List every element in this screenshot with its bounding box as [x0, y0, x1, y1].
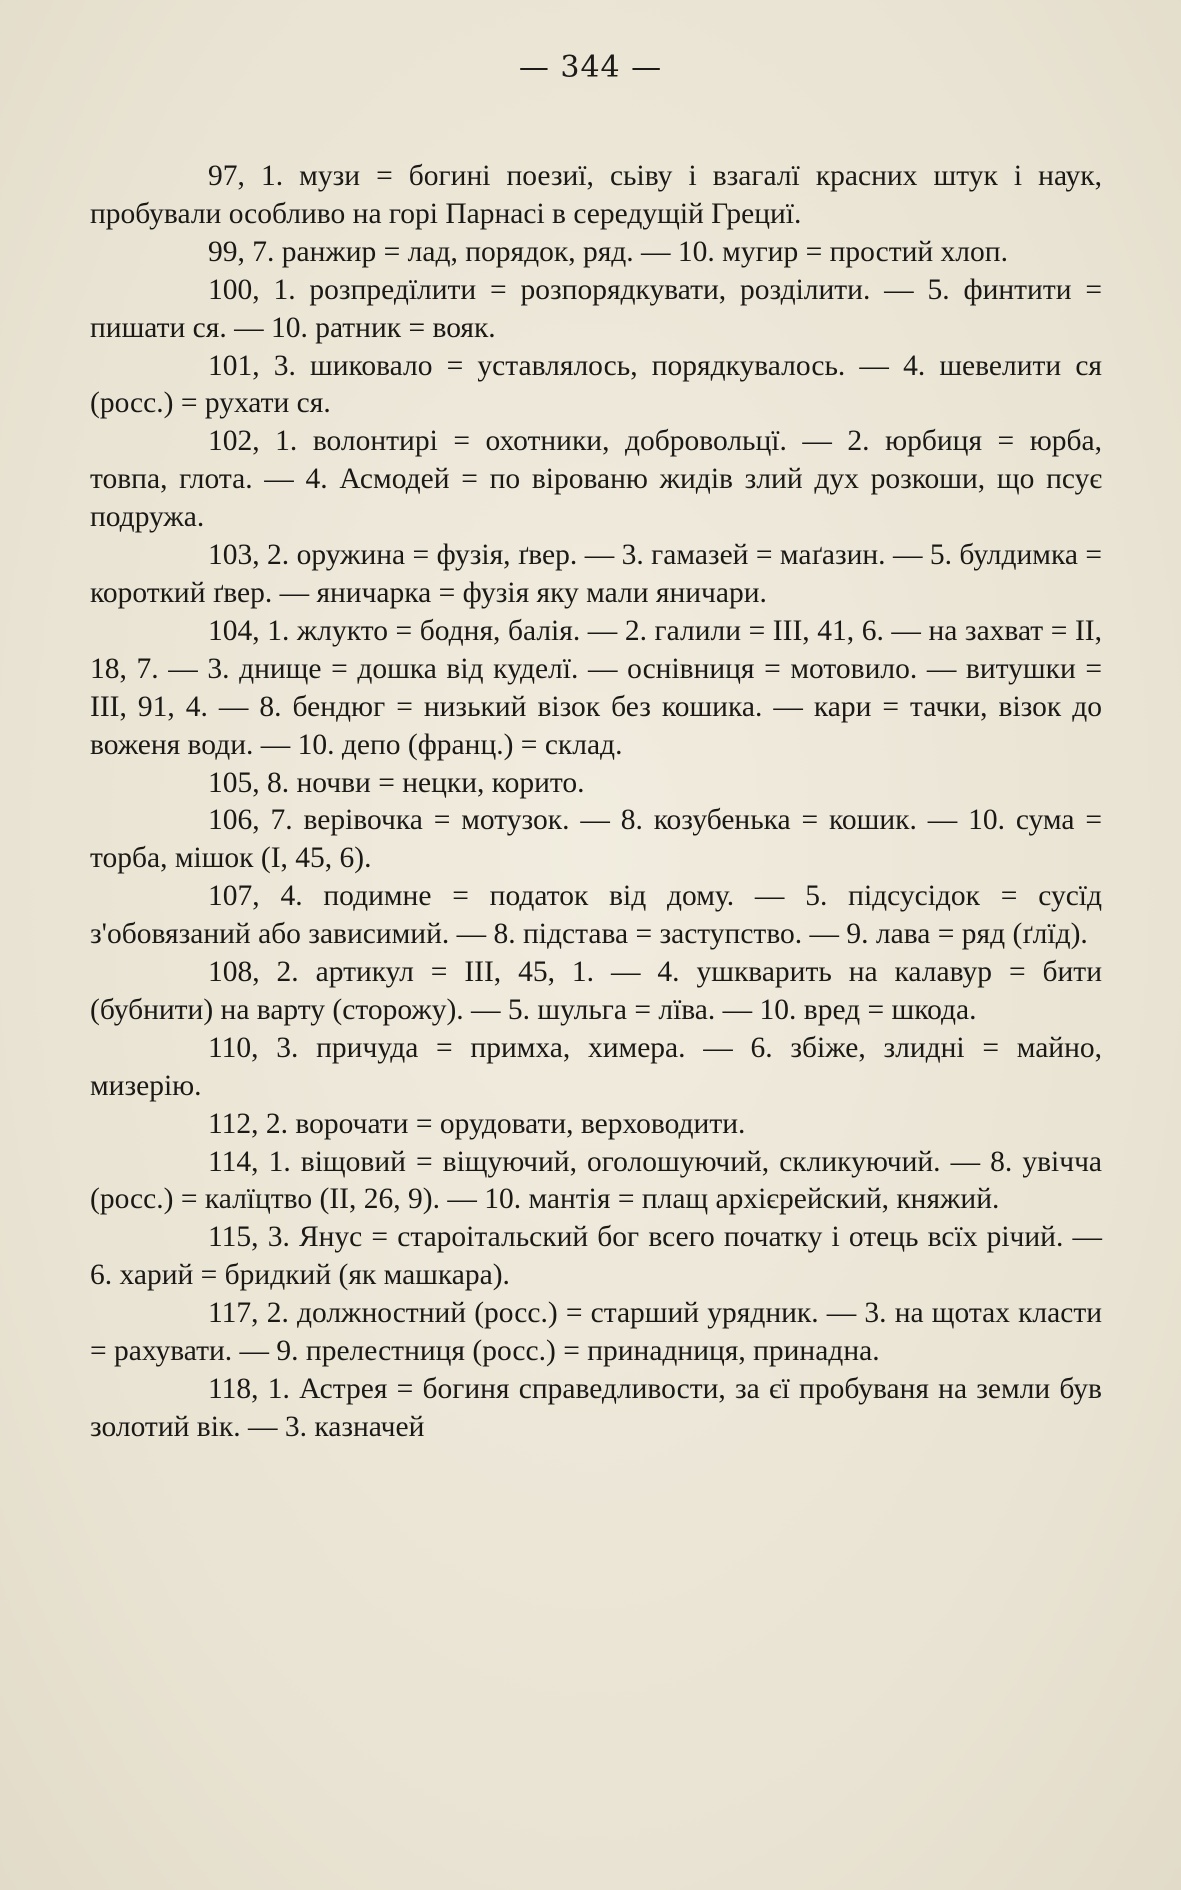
glossary-entry: 103, 2. оружина = фузія, ґвер. — 3. гамазей = маґазин. — 5. булдимка = короткий ґвер. — яничарка = фузія яку мали яничари. [90, 539, 1102, 609]
glossary-entry: 108, 2. артикул = III, 45, 1. — 4. ушкварить на калавур = бити (бубнити) на варту (сторожу). — 5. шульга = лїва. — 10. вред = шкода. [90, 956, 1102, 1026]
glossary-entry: 110, 3. причуда = примха, химера. — 6. збіже, злидні = майно, мизерію. [90, 1031, 1102, 1102]
glossary-entry: 101, 3. шиковало = уставлялось, порядкувалось. — 4. шевелити ся (росс.) = рухати ся. [90, 349, 1102, 420]
glossary-entry: 102, 1. волонтирі = охотники, добровольцї. — 2. юрбиця = юрба, товпа, глота. — 4. Асмодей = по вірованю жидів злий дух розкоши, що псує подружа. [90, 425, 1102, 534]
glossary-text [90, 158, 1102, 1447]
page-number: — 344 — [518, 50, 663, 85]
glossary-entry: 99, 7. ранжир = лад, порядок, ряд. — 10. мугир = простий хлоп. [208, 235, 1008, 268]
glossary-entry: 115, 3. Янус = староітальский бог всего початку і отець всїх річий. — 6. харий = бридкий (як машкара). [90, 1221, 1102, 1292]
glossary-entry: 106, 7. верівочка = мотузок. — 8. козубенька = кошик. — 10. сума = торба, мішок (I, 45, 6). [90, 804, 1102, 875]
glossary-entry: 117, 2. должностний (росс.) = старший урядник. — 3. на щотах класти = рахувати. — 9. прелестниця (росс.) = принадниця, принадна. [90, 1297, 1102, 1368]
glossary-entry: 118, 1. Астрея = богиня справедливости, за єї пробуваня на земли був золотий вік. — 3. казначей [90, 1373, 1102, 1443]
glossary-entry: 112, 2. ворочати = орудовати, верховодити. [208, 1107, 746, 1140]
glossary-entry: 107, 4. подимне = податок від дому. — 5. підсусідок = сусїд з'обовязаний або зависимий. — 8. підстава = заступство. — 9. лава = ряд (ґлїд). [90, 880, 1102, 951]
glossary-entry: 104, 1. жлукто = бодня, балія. — 2. галили = III, 41, 6. — на захват = II, 18, 7. — 3. днище = дошка від куделї. — оснівниця = мотовило. — витушки = III, 91, 4. — 8. бендюг = низький візок без кошика. — кари = тачки, візок до воженя води. — 10. депо (франц.) = склад. [90, 614, 1102, 761]
glossary-entry: 105, 8. ночви = нецки, корито. [208, 766, 585, 799]
glossary-entry: 100, 1. розпредїлити = розпорядкувати, розділити. — 5. финтити = пишати ся. — 10. ратник = вояк. [90, 273, 1102, 344]
glossary-entry: 114, 1. віщовий = віщуючий, оголошуючий, скликуючий. — 8. увічча (росс.) = калїцтво (II, 26, 9). — 10. мантія = плащ архієрейский, княжий. [90, 1145, 1102, 1216]
glossary-entry: 97, 1. музи = богині поезиї, сьіву і взагалї красних штук і наук, пробували особливо на горі Парнасі в середущій Грециї. [90, 160, 1102, 230]
